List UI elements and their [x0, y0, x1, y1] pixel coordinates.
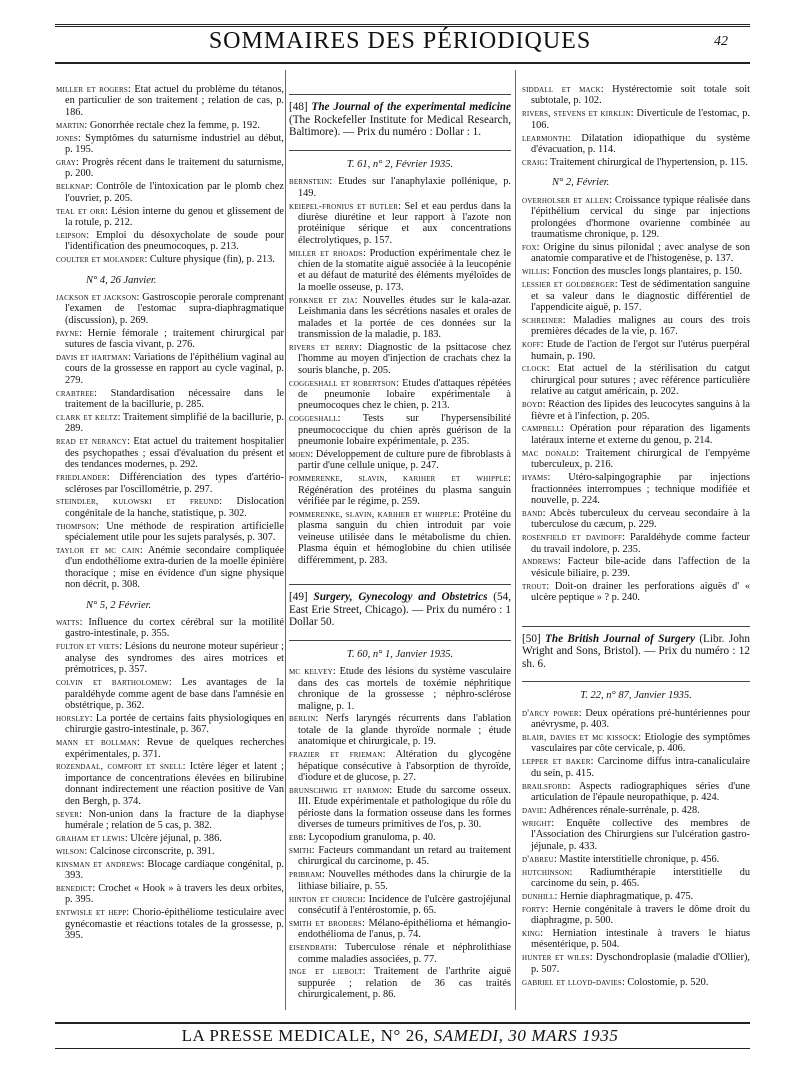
article-title: : Etude du sarcome osseux. III. Etude expérimentale et pathologique du rôle du périoste dans la formation osseuse dans les formes diverses de tumeurs primitives de l'os, p. 30.: [298, 784, 511, 831]
article-entry: [56, 713, 284, 736]
article-entry: [522, 756, 750, 779]
journal-heading: [289, 98, 511, 142]
article-entry: [522, 84, 750, 107]
page-title: SOMMAIRES DES PÉRIODIQUES: [208, 28, 592, 54]
column-divider: [285, 70, 286, 1010]
article-entry: [522, 867, 750, 890]
entry-list: [522, 84, 750, 168]
article-authors: davis et hartman: [56, 352, 129, 364]
article-title: : Gastroscopie perorale comprenant l'examen de l'estomac supra-diaphragmatique (discussion), p. 269.: [65, 292, 285, 326]
column-right: [522, 84, 750, 990]
article-entry: [56, 181, 284, 204]
article-title: : Hernie fémorale ; traitement chirurgical par sutures de fascia vivant, p. 276.: [65, 327, 284, 351]
article-title: : Contrôle de l'intoxication par le plomb chez l'ouvrier, p. 205.: [65, 181, 284, 204]
article-title: : Fonction des muscles longs plantaires, p. 150.: [546, 266, 742, 278]
article-title: : Deux opérations pré-huntériennes pour anévrysme, p. 403.: [531, 707, 751, 731]
article-entry: [289, 918, 511, 941]
article-authors: graham et lewis: [56, 832, 125, 844]
article-entry: [289, 378, 511, 412]
article-title: : Etudes sur l'anaphylaxie pollénique, p. 149.: [298, 176, 511, 199]
article-authors: jones: [56, 132, 79, 144]
article-title: : Traitement chirurgical de l'hypertension, p. 115.: [544, 156, 748, 168]
article-authors: fox: [522, 241, 537, 253]
article-authors: rivers et berry: [289, 341, 360, 353]
article-entry: [289, 785, 511, 831]
article-entry: [289, 966, 511, 1000]
article-title: : Hernie diaphragmatique, p. 475.: [554, 890, 694, 902]
article-entry: [522, 928, 750, 951]
article-authors: coggeshall: [289, 413, 338, 425]
article-title: : Dyschondroplasie (maladie d'Ollier), p. 507.: [531, 952, 750, 975]
article-entry: [56, 388, 284, 411]
article-authors: trout: [522, 580, 547, 592]
journal-separator: [289, 94, 511, 95]
article-title: : Sel et eau perdus dans la diurèse diurétine et leur rapport à l'azote non protéinique sérique et aux concentrations électrolytiques, p. 157.: [298, 200, 511, 246]
article-authors: martin: [56, 119, 85, 131]
article-title: : Etat actuel de la stérilisation du catgut chirurgical pour sutures ; avec référence particulière relative au catgut américain, p. 202.: [531, 363, 750, 398]
article-title: : Culture physique (fin), p. 213.: [144, 254, 275, 266]
article-title: : Facteur bile-acide dans l'affection de la vésicule biliaire, p. 239.: [531, 556, 750, 579]
article-authors: schreiner: [522, 314, 563, 326]
article-entry: [522, 977, 750, 988]
article-title: : Carcinome diffus intra-canaliculaire du sein, p. 415.: [531, 756, 751, 779]
issue-heading: N° 2, Février.: [552, 177, 610, 189]
article-title: : Développement de culture pure de fibroblasts à partir d'une cellule unique, p. 247.: [298, 449, 511, 472]
article-authors: forkner et zia: [289, 294, 355, 306]
article-authors: smith et broders: [289, 917, 362, 929]
journal-number: [50]: [522, 632, 541, 645]
column-left: [56, 84, 284, 943]
article-authors: ebb: [289, 831, 304, 843]
article-authors: gabriel et lloyd-davies: [522, 976, 622, 988]
article-authors: rozendaal, comfort et snell: [56, 761, 183, 773]
journal-heading: [522, 630, 750, 674]
article-entry: [522, 904, 750, 927]
article-title: : Radiumthérapie interstitielle du carcinome du sein, p. 465.: [531, 866, 750, 889]
article-authors: gray: [56, 156, 76, 168]
article-entry: [522, 818, 750, 852]
article-entry: [56, 133, 284, 156]
article-authors: hutchinson: [522, 866, 570, 878]
journal-number: [49]: [289, 591, 308, 604]
article-authors: steindler, kulowski et freund: [56, 496, 220, 508]
article-title: : Dilatation idiopathique du système d'évacuation, p. 114.: [531, 132, 750, 156]
article-title: : Diagnostic de la psittacose chez l'homme au moyen d'injection de crachats chez la souris blanche, p. 205.: [298, 341, 511, 376]
article-entry: [522, 399, 750, 422]
article-entry: [289, 342, 511, 376]
article-authors: kinsman et andrews: [56, 858, 142, 870]
article-title: : Aspects radiographiques séries d'une articulation de l'épaule neuropathique, p. 424.: [531, 780, 750, 804]
article-authors: berlin: [289, 713, 316, 725]
article-authors: pommerenke, slavin, kariher et whipple: [289, 509, 458, 521]
entry-list: [522, 708, 750, 988]
article-title: : Opération pour réparation des ligaments latéraux interne et externe du genou, p. 214.: [531, 423, 750, 446]
article-title: : Lésions du neurone moteur supérieur ; analyse des syndromes des aires motrices et prémotrices, p. 357.: [65, 641, 284, 676]
entry-list: [56, 84, 284, 266]
article-authors: coulter et molander: [56, 254, 145, 266]
article-entry: [56, 846, 284, 857]
article-entry: [289, 473, 511, 507]
article-authors: entwisle et hepp: [56, 907, 127, 919]
article-title: : Progrès récent dans le traitement du saturnisme, p. 200.: [65, 156, 284, 180]
article-entry: [56, 84, 284, 118]
article-authors: bernstein: [289, 176, 330, 188]
article-authors: andrews: [522, 556, 559, 568]
article-entry: [522, 448, 750, 471]
article-authors: horsley: [56, 712, 90, 724]
article-authors: d'abreu: [522, 853, 554, 865]
article-title: : Variations de l'épithélium vaginal au cours de la grossesse en rapport au cycle vaginal, p. 279.: [65, 352, 284, 386]
article-entry: [56, 352, 284, 386]
article-title: : Nouvelles études sur le kala-azar. Leishmania dans les sécrétions nasales et orales de malades et la portée de ces données sur la transmission de la maladie, p. 183.: [298, 294, 511, 340]
journal-details: (The Rockefeller Institute for Medical Research, Baltimore). — Prix du numéro : Dollar : 1.: [289, 113, 511, 139]
header-rule: [55, 62, 750, 64]
article-title: : Calcinose circonscrite, p. 391.: [84, 845, 215, 857]
article-title: : Standardisation nécessaire dans le traitement de la bacillurie, p. 285.: [65, 387, 284, 411]
article-entry: [289, 894, 511, 917]
article-authors: siddall et mack: [522, 84, 601, 95]
article-title: : Chorio-épithéliome testiculaire avec gynécomastie et réactions totales de la grossesse, p. 395.: [65, 907, 284, 942]
article-authors: blair, davies et mc kissock: [522, 732, 639, 744]
article-entry: [289, 413, 511, 447]
article-authors: dunhill: [522, 890, 555, 902]
article-authors: koff: [522, 339, 541, 351]
article-authors: d'arcy power: [522, 707, 579, 719]
article-authors: crabtree: [56, 387, 95, 399]
article-title: : Enquête collective des membres de l'Association des Chirurgiens sur l'ulcération gastro-jéjunale, p. 433.: [531, 817, 750, 852]
article-authors: band: [522, 507, 543, 519]
article-entry: [522, 315, 750, 338]
article-entry: [56, 496, 284, 519]
page-footer: [0, 1026, 800, 1046]
entry-list: [289, 666, 511, 1000]
article-entry: [522, 195, 750, 241]
article-entry: [289, 713, 511, 747]
article-entry: [522, 157, 750, 168]
article-authors: brunschwig et harmon: [289, 784, 390, 796]
article-entry: [56, 833, 284, 844]
issue-heading: N° 4, 26 Janvier.: [86, 274, 157, 286]
article-title: : Etude de l'action de l'ergot sur l'utérus puerpéral humain, p. 190.: [531, 339, 750, 362]
article-authors: lessier et goldberger: [522, 279, 615, 291]
article-entry: [56, 907, 284, 941]
article-authors: hunter et wiles: [522, 952, 590, 964]
article-title: : Ictère léger et latent ; importance de concentrations élevées en bilirubine donnant indirectement une réaction positive de Van den Bergh, p. 374.: [65, 761, 284, 807]
journal-separator: [522, 626, 750, 627]
article-entry: [522, 266, 750, 277]
article-title: : Mélano-épithélioma et hémangio-endothélioma de l'anus, p. 74.: [298, 917, 511, 941]
article-entry: [522, 108, 750, 131]
article-title: : Symptômes du saturnisme industriel au début, p. 195.: [65, 132, 284, 156]
article-title: : Abcès tuberculeux du cerveau secondaire à la tuberculose du cæcum, p. 229.: [531, 507, 750, 531]
article-title: : Diverticule de l'estomac, p. 106.: [531, 108, 750, 131]
article-title: : Doit-on drainer les perforations aiguës d' « ulcère peptique » ? p. 240.: [531, 580, 750, 604]
footer-publication: LA PRESSE MEDICALE, N° 26,: [181, 1026, 429, 1045]
entry-list: [289, 176, 511, 566]
footer-rule: [55, 1022, 750, 1024]
footer-date: SAMEDI, 30 MARS 1935: [433, 1026, 619, 1045]
article-authors: mac donald: [522, 447, 577, 459]
article-title: : Mastite interstitielle chronique, p. 456.: [553, 853, 720, 865]
article-authors: keiepel-fronius et butler: [289, 200, 399, 212]
article-entry: [289, 248, 511, 294]
entry-list: [522, 195, 750, 604]
article-entry: [56, 859, 284, 882]
article-entry: [522, 854, 750, 865]
article-entry: [56, 157, 284, 180]
journal-heading: [289, 588, 511, 632]
journal-separator: [289, 640, 511, 641]
article-authors: hinton et church: [289, 893, 363, 905]
article-authors: inge et liebolt: [289, 966, 363, 978]
article-title: : Utéro-salpingographie par injections fractionnées interrompues ; technique modifiée et nouvelle, p. 224.: [531, 472, 750, 506]
article-entry: [56, 120, 284, 131]
article-entry: [56, 737, 284, 760]
article-entry: [56, 206, 284, 229]
article-authors: fulton et viets: [56, 641, 120, 653]
article-authors: eisendrath: [289, 942, 335, 954]
article-entry: [56, 472, 284, 495]
article-authors: watts: [56, 617, 80, 629]
article-title: : Paraldéhyde comme facteur du travail indolore, p. 235.: [531, 532, 750, 555]
article-title: : Une méthode de respiration artificielle spécialement utile pour les sujets paralysés, p. 307.: [65, 520, 284, 544]
article-authors: belknap: [56, 181, 90, 193]
article-title: : Régénération des protéines du plasma sanguin vérifiée par le régime, p. 259.: [298, 473, 511, 508]
article-authors: thompson: [56, 520, 97, 532]
article-authors: overholser et allen: [522, 194, 610, 206]
article-entry: [56, 761, 284, 807]
article-title: : Emploi du désoxycholate de soude pour l'identification des pneumocoques, p. 213.: [65, 229, 284, 253]
article-authors: frazier et frieman: [289, 749, 383, 761]
article-authors: craig: [522, 156, 545, 168]
article-title: : Herniation intestinale à travers le hiatus mésentérique, p. 504.: [531, 928, 750, 951]
article-entry: [289, 176, 511, 199]
article-title: : Tests sur l'hypersensibilité pneumococcique du chien après guérison de la pneumonie lobaire expérimentale, p. 235.: [298, 413, 511, 448]
journal-separator: [289, 584, 511, 585]
volume-heading: T. 22, n° 87, Janvier 1935.: [580, 690, 692, 702]
article-entry: [289, 869, 511, 892]
article-title: : Différenciation des types d'artério-scléroses par l'oscillométrie, p. 297.: [65, 472, 284, 495]
article-authors: pribram: [289, 869, 322, 881]
article-entry: [56, 328, 284, 351]
entry-list: [56, 292, 284, 591]
column-middle: [289, 84, 511, 1002]
article-authors: mc kelvey: [289, 666, 333, 678]
article-entry: [289, 845, 511, 868]
article-authors: wright: [522, 817, 552, 829]
article-entry: [56, 545, 284, 591]
article-entry: [289, 449, 511, 472]
article-entry: [56, 412, 284, 435]
article-entry: [56, 254, 284, 265]
article-title: : Etudes d'attaques répétées de pneumonie lobaire expérimentale à pneumocoques chez le chien, p. 213.: [298, 377, 512, 412]
article-authors: hyams: [522, 472, 548, 484]
article-entry: [56, 521, 284, 544]
article-title: : Etiologie des symptômes vasculaires par côte cervicale, p. 406.: [531, 732, 750, 755]
article-entry: [522, 339, 750, 362]
article-title: : Les avantages de la paraldéhyde comme agent de base dans l'amnésie en obstétrique, p. 362.: [65, 677, 284, 711]
article-title: : Etude des lésions du système vasculaire dans des cas mortels de toxémie néphritique chronique de la grossesse ; néphro-sclérose maligne, p. 1.: [298, 666, 511, 712]
article-entry: [522, 508, 750, 531]
article-title: : Protéine du plasma sanguin du chien introduit par voie veineuse utilisée dans le métabolisme du chien. Plasma équin et hémoglobine du chien utilisée différemment, p. 283.: [298, 509, 511, 566]
article-entry: [56, 677, 284, 711]
article-entry: [522, 133, 750, 156]
article-entry: [522, 891, 750, 902]
article-entry: [522, 581, 750, 604]
article-authors: friedlander: [56, 472, 107, 484]
article-authors: king: [522, 928, 541, 940]
article-authors: sever: [56, 808, 80, 820]
article-title: : Lycopodium granuloma, p. 40.: [303, 831, 436, 843]
article-entry: [522, 781, 750, 804]
article-title: : Colostomie, p. 520.: [621, 976, 709, 988]
footer-rule: [55, 1048, 750, 1049]
journal-name: The Journal of the experimental medicine: [311, 101, 511, 113]
article-entry: [289, 509, 511, 566]
article-entry: [522, 708, 750, 731]
article-authors: colvin et bartholomew: [56, 677, 169, 689]
article-entry: [522, 279, 750, 313]
article-entry: [56, 883, 284, 906]
article-title: : Traitement de l'arthrite aiguë suppurée ; relation de 36 cas traités chirurgicalement, p. 86.: [298, 966, 511, 1001]
article-authors: teal et orr: [56, 205, 106, 217]
article-entry: [289, 942, 511, 965]
article-authors: rivers, stevens et kirklin: [522, 108, 631, 120]
article-title: : Maladies malignes au cours des trois premières décades de la vie, p. 167.: [531, 314, 750, 338]
article-title: : Facteurs commandant un retard au traitement chirurgical du carcinome, p. 45.: [298, 844, 511, 868]
article-entry: [56, 641, 284, 675]
article-authors: payne: [56, 327, 80, 339]
article-title: : Revue de quelques recherches expérimentales, p. 371.: [65, 737, 284, 760]
article-entry: [56, 292, 284, 326]
article-authors: mann et bollman: [56, 737, 137, 749]
article-title: : Adhérences rénale-surrénale, p. 428.: [543, 805, 700, 816]
article-authors: rosenfield et davidoff: [522, 532, 623, 544]
article-title: : Altération du glycogène hépatique consécutive à l'absorption de thyroïde, d'iodure et de glucose, p. 27.: [298, 749, 511, 783]
journal-separator: [522, 681, 750, 682]
article-authors: clark et keltz: [56, 412, 118, 424]
article-entry: [289, 295, 511, 341]
article-entry: [522, 423, 750, 446]
journal-details: (54, East Erie Street, Chicago). — Prix du numéro : 1 Dollar 50.: [289, 591, 512, 629]
article-entry: [522, 952, 750, 975]
issue-heading: N° 5, 2 Février.: [86, 599, 152, 611]
article-authors: benedict: [56, 883, 93, 894]
article-title: : Anémie secondaire compliquée d'un endothéliome extra-durien de la moelle épinière thoracique ; mise en évidence d'un signe physique non décrit, p. 308.: [65, 545, 284, 591]
article-authors: forty: [522, 903, 546, 915]
entry-list: [56, 617, 284, 941]
article-title: : Hernie congénitale à travers le dôme droit du diaphragme, p. 500.: [531, 903, 750, 927]
article-authors: jackson et jackson: [56, 292, 137, 303]
article-authors: lepper et baker: [522, 756, 591, 768]
article-title: : Blocage cardiaque congénital, p. 393.: [65, 858, 284, 882]
article-title: : Lésion interne du genou et glissement de la rotule, p. 212.: [65, 205, 284, 228]
article-authors: campbell: [522, 423, 561, 435]
article-title: : Dislocation congénitale de la hanche, statistique, p. 302.: [65, 496, 284, 519]
article-title: : Ulcère jéjunal, p. 386.: [124, 832, 222, 844]
article-entry: [56, 230, 284, 253]
article-entry: [289, 201, 511, 247]
article-entry: [522, 805, 750, 816]
article-title: : Nerfs laryngés récurrents dans l'ablation totale de la glande thyroïde normale ; étude anatomique et chirurgicale, p. 19.: [298, 713, 511, 748]
article-authors: wilson: [56, 845, 85, 857]
article-entry: [289, 749, 511, 783]
article-title: : Hystérectomie soit totale soit subtotale, p. 102.: [531, 84, 750, 107]
journal-name: The British Journal of Surgery: [545, 632, 695, 645]
article-authors: moen: [289, 449, 311, 461]
article-entry: [522, 556, 750, 579]
article-title: : Traitement chirurgical de l'empyème tuberculeux, p. 216.: [531, 447, 750, 471]
article-entry: [522, 242, 750, 265]
article-authors: boyd: [522, 399, 543, 411]
article-authors: smith: [289, 844, 312, 856]
article-entry: [289, 832, 511, 843]
article-authors: miller et rhoads: [289, 247, 363, 259]
article-authors: coggeshall et robertson: [289, 377, 397, 389]
article-title: : Gonorrhée rectale chez la femme, p. 192.: [84, 119, 260, 131]
journal-number: [48]: [289, 101, 308, 113]
volume-heading: T. 60, n° 1, Janvier 1935.: [346, 648, 454, 660]
article-entry: [522, 472, 750, 506]
volume-heading: T. 61, n° 2, Février 1935.: [346, 158, 454, 170]
article-authors: brailsford: [522, 780, 568, 792]
article-authors: leipson: [56, 229, 87, 241]
article-authors: read et nerancy: [56, 436, 128, 448]
top-rule: [55, 24, 750, 27]
article-title: : La portée de certains faits physiologiques en chirurgie gastro-intestinale, p. 367.: [65, 712, 284, 736]
column-divider: [515, 70, 516, 1010]
article-title: : Nouvelles méthodes dans la chirurgie de la lithiase biliaire, p. 55.: [298, 869, 511, 892]
article-title: : Non-union dans la fracture de la diaphyse humérale ; relation de 5 cas, p. 382.: [65, 808, 284, 831]
article-title: : Etat actuel du problème du tétanos, en particulier de son traitement ; relation de cas, p. 186.: [65, 84, 285, 118]
article-title: : Production expérimentale chez le chien de la stomatite aiguë associée à la leucopénie et au défaut de maturité des éléments myéloïdes de la moelle osseuse, p. 173.: [298, 247, 511, 293]
article-authors: willis: [522, 266, 547, 278]
page-number: 42: [714, 34, 728, 49]
article-entry: [522, 363, 750, 397]
article-entry: [56, 436, 284, 470]
article-title: : Incidence de l'ulcère gastrojéjunal consécutif à l'entérostomie, p. 65.: [298, 893, 511, 916]
journal-name: Surgery, Gynecology and Obstetrics: [313, 591, 488, 604]
article-authors: learmonth: [522, 132, 568, 144]
article-entry: [289, 666, 511, 712]
article-title: : Test de sédimentation sanguine et sa valeur dans le diagnostic différentiel de l'appendicite aiguë, p. 157.: [531, 279, 750, 313]
article-entry: [522, 532, 750, 555]
article-entry: [56, 809, 284, 832]
article-authors: davie: [522, 805, 544, 816]
article-title: : Tuberculose rénale et néphrolithiase comme maladies associées, p. 77.: [298, 942, 511, 965]
article-authors: clock: [522, 363, 547, 375]
article-authors: miller et rogers: [56, 84, 128, 95]
journal-separator: [289, 150, 511, 151]
article-title: : Traitement simplifié de la bacillurie, p. 289.: [65, 412, 284, 435]
article-title: : Croissance typique réalisée dans l'épithélium cervical du singe par injections prolongées d'hormone ovarienne combinée au traumatisme chronique, p. 129.: [531, 194, 750, 240]
article-entry: [56, 617, 284, 640]
article-title: : Etat actuel du traitement hospitalier des psychopathes ; essai d'évaluation du présent et des tendances modernes, p. 292.: [65, 436, 284, 471]
article-authors: pommerenke, slavin, kariher et whipple: [289, 473, 509, 485]
article-entry: [522, 732, 750, 755]
article-title: : Origine du sinus pilonidal ; avec analyse de son anatomie comparative et de l'histogenèse, p. 137.: [531, 241, 750, 265]
article-title: : Crochet « Hook » à travers les deux orbites, p. 395.: [65, 883, 284, 906]
article-title: : Influence du cortex cérébral sur la motilité gastro-intestinale, p. 355.: [65, 617, 284, 640]
journal-details: (Libr. John Wright and Sons, Bristol). — Prix du numéro : 12 sh. 6.: [522, 632, 750, 670]
article-authors: taylor et mc cain: [56, 545, 140, 557]
article-title: : Réaction des lipides des leucocytes sanguins à la fièvre et à l'infection, p. 205.: [531, 399, 750, 422]
